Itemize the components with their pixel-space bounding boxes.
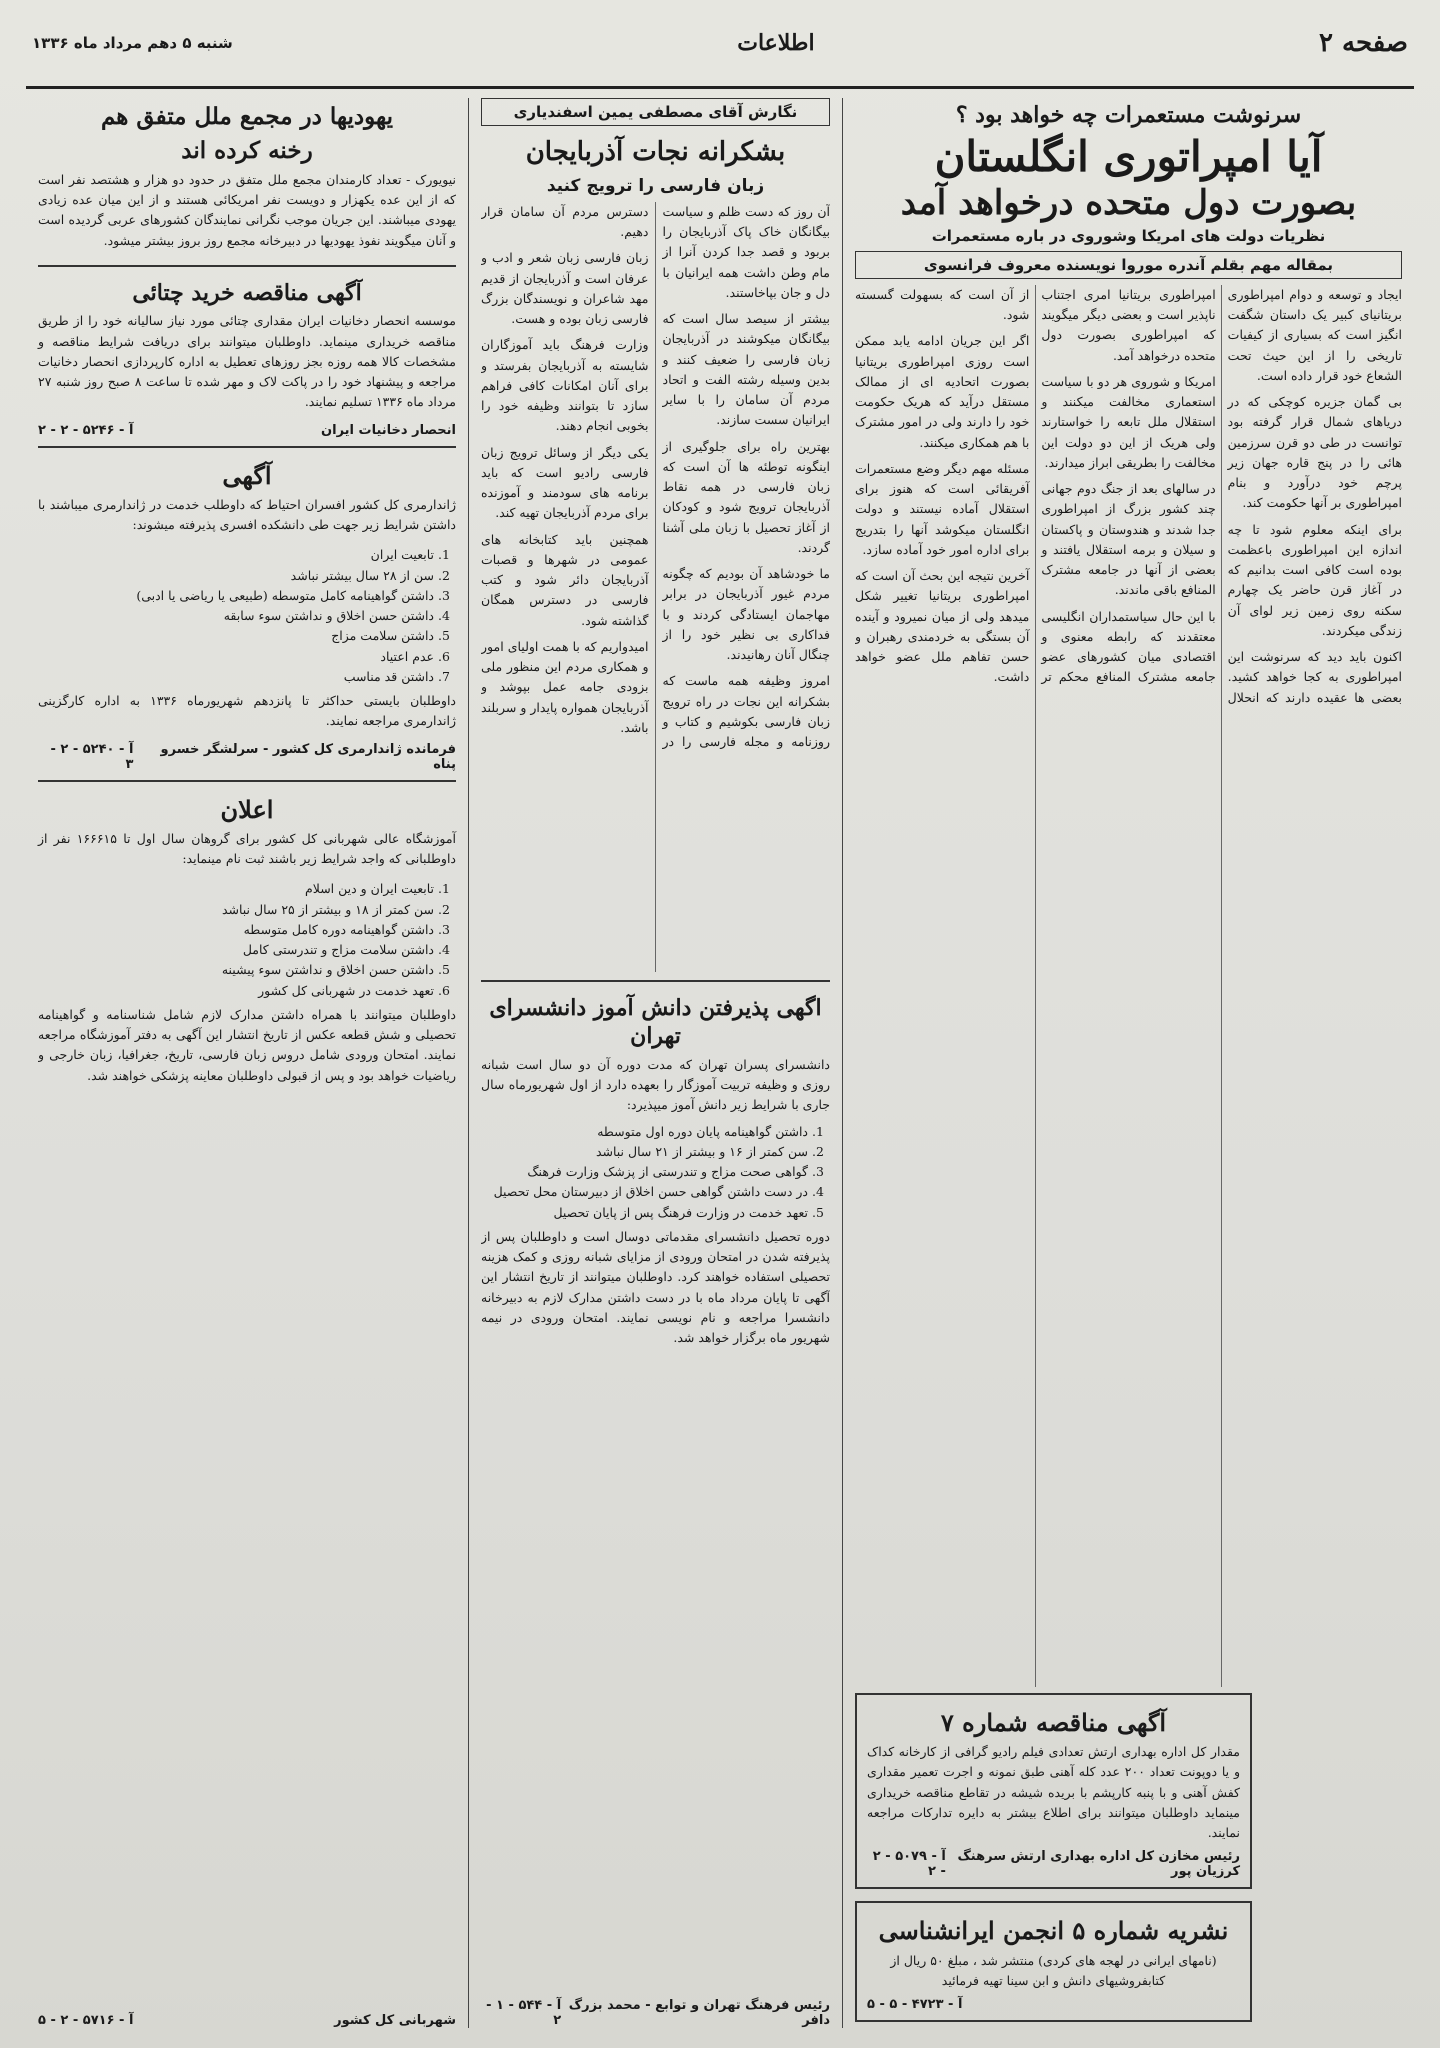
main-article-column	[842, 98, 1414, 2028]
article-paragraph: همچنین باید کتابخانه های عمومی در شهرها و قصبات آذربایجان دائر شود و کتب فارسی در دسترس همگان گذاشته شود.	[481, 531, 649, 628]
tender-ad-text: مقدار کل اداره بهداری ارتش تعدادی فیلم رادیو گرافی از کارخانه کداک و یا دوپونت تعداد ۲۰۰ عدد کله آهنی طبق نمونه و اجرت تعمیر مقداری کفش آهنی و با پنبه کارپشم با بریده شیشه در تقاطع مناقصه خریداری مینماید داوطلبان میتوانند برای اطلاع بیشتر به دایره تدارکات مراجعه نمایند.	[867, 1744, 1241, 1841]
tender-ad-title: آگهی مناقصه شماره ۷	[940, 1707, 1167, 1737]
teacher-college-ad-title: اگهی پذیرفتن دانش آموز دانشسرای تهران	[489, 994, 822, 1050]
police-school-notice-intro: آموزشگاه عالی شهربانی کل کشور برای گروهان سال اول تا ۱۶۶۶۱۵ نفر از داوطلبانی که واجد شرایط زیر باشند ثبت نام مینماید:	[38, 830, 457, 866]
publication-title: نشریه شماره ۵ انجمن ایرانشناسی	[878, 1916, 1229, 1946]
gendarmerie-notice-signature	[38, 742, 456, 772]
article-paragraph: یکی دیگر از وسائل ترویج زبان فارسی رادیو است که باید برنامه های سودمند و آموزنده برای مردم آذربایجان تهیه کند.	[481, 444, 649, 521]
tender-ad-signature	[867, 1849, 1240, 1879]
gendarmerie-notice-signer: فرمانده ژاندارمری کل کشور - سرلشگر خسرو پناه	[160, 741, 456, 772]
requirement-item: 6. عدم اعتیاد	[38, 647, 434, 667]
requirement-item: 2. سن کمتر از ۱۶ و بیشتر از ۲۱ سال نباشد	[481, 1142, 808, 1162]
main-article-headline: آیا امپراتوری انگلستان	[934, 132, 1323, 181]
article-paragraph: امیدواریم که با همت اولیای امور و همکاری مردم این منظور ملی بزودی جامه عمل بپوشد و آذربایجان همواره پایدار و سربلند باشد.	[481, 638, 649, 735]
section-divider	[38, 780, 456, 782]
article-paragraph: در سالهای بعد از جنگ دوم جهانی چند کشور بزرگ از امپراطوری جدا شدند و هندوستان و پاکستان و سیلان و برمه استقلال یافتند و بعضی از آنها در جامعه مشترک المنافع باقی ماندند.	[1041, 481, 1216, 598]
main-article-kicker: سرنوشت مستعمرات چه خواهد بود ؟	[955, 102, 1302, 128]
main-article-subhead: نظریات دولت های امریکا وشوروی در باره مستعمرات	[931, 226, 1326, 245]
chatai-tender-signer: انحصار دخانیات ایران	[321, 422, 456, 438]
tender-ad-code: آ - ۵۰۷۹ - ۲ - ۲	[872, 1849, 946, 1880]
requirement-item: 3. گواهی صحت مزاج و تندرستی از پزشک وزارت فرهنگ	[481, 1162, 808, 1182]
un-news-text: نیویورک - تعداد کارمندان مجمع ملل متفق در حدود دو هزار و هشتصد نفر است که از این عده یکهزار و دویست نفر امریکائی هستند و از این میان عده زیادی یهودی میباشند. این جریان موجب نگرانی نمایندگان کشورهای عربی گردیده است و آنان میگویند نفوذ یهودیها در دبیرخانه مجمع روز بروز بیشتر میشود.	[38, 171, 456, 248]
requirement-item: 7. داشتن قد مناسب	[38, 667, 434, 687]
publication-notice	[855, 1901, 1252, 2022]
un-news-headline: یهودیها در مجمع ملل متفق هم	[100, 103, 394, 130]
tender-ad-7	[855, 1693, 1252, 1889]
requirement-item: 4. داشتن حسن اخلاق و نداشتن سوء سابقه	[38, 606, 434, 626]
article-paragraph: زبان فارسی زبان شعر و ادب و عرفان است و آذربایجان از قدیم مهد شاعران و نویسندگان بزرگ فارسی زبان بوده و هست.	[481, 250, 649, 327]
requirement-item: 3. داشتن گواهینامه کامل متوسطه (طبیعی یا ریاضی یا ادبی)	[38, 586, 434, 606]
publication-signature	[867, 1997, 1240, 2012]
columns-grid	[26, 98, 1414, 2028]
requirement-item: 2. سن از ۲۸ سال بیشتر نباشد	[38, 566, 434, 586]
reporter-credit: نگارش آقای مصطفی یمین اسفندیاری	[481, 98, 830, 126]
requirement-item: 5. داشتن حسن اخلاق و نداشتن سوء پیشینه	[38, 960, 434, 980]
section-divider	[38, 446, 456, 448]
publication-code: آ - ۴۷۲۳ - ۵ - ۵	[867, 1997, 963, 2012]
gendarmerie-requirements	[38, 545, 456, 687]
section-divider	[38, 265, 456, 267]
masthead-bar	[26, 0, 1414, 89]
teacher-college-ad-signature	[481, 1998, 830, 2028]
azerbaijan-article-subhead: زبان فارسی را ترویج کنید	[546, 175, 765, 196]
article-paragraph: ایجاد و توسعه و دوام امپراطوری بریتانیای کبیر یک داستان شگفت انگیز است که بسیاری از کیفیات تاریخی را از این حیث تحت الشعاع خود قرار داده است.	[1227, 286, 1402, 383]
article-paragraph: بهترین راه برای جلوگیری از اینگونه توطئه ها آن است که زبان فارسی در همه نقاط آذربایجان ترویج شود و کودکان از آغاز تحصیل با زبان ملی آشنا گردند.	[662, 438, 830, 555]
teacher-college-ad-text: دوره تحصیل دانشسرای مقدماتی دوسال است و داوطلبان پس از پذیرفته شدن در امتحان ورودی از مزایای شبانه روزی و کمک هزینه تحصیلی استفاده خواهند کرد. داوطلبان میتوانند از تاریخ انتشار این آگهی تا پایان مرداد ماه با در دست داشتن مدارک لازم به دبیرخانه دانشسرا مراجعه و نام نویسی نمایند. امتحان ورودی در نیمه شهریور ماه برگزار خواهد شد.	[481, 1228, 830, 1346]
article-paragraph: آخرین نتیجه این بحث آن است که امپراطوری بریتانیا تغییر شکل میدهد ولی از میان نمیرود و آینده آن بستگی به خردمندی رهبران و حسن تفاهم ملل عضو خواهد داشت.	[855, 568, 1030, 685]
gendarmerie-notice-intro: ژاندارمری کل کشور افسران احتیاط که داوطلب خدمت در ژاندارمری میباشند با داشتن شرایط زیر جهت طی دانشکده افسری پذیرفته میشوند:	[38, 496, 456, 533]
article-paragraph: آن روز که دست ظلم و سیاست بیگانگان خاک پاک آذربایجان را بربود و قصد جدا کردن آنرا از مام وطن داشت همه ایرانیان با دل و جان بپاخاستند.	[662, 203, 830, 300]
requirement-item: 2. سن کمتر از ۱۸ و بیشتر از ۲۵ سال نباشد	[38, 900, 434, 920]
chatai-tender-title: آگهی مناقصه خرید چتائی	[132, 279, 362, 306]
police-school-notice-signer: شهربانی کل کشور	[334, 2013, 456, 2028]
police-school-requirements	[38, 879, 456, 1001]
article-paragraph: اکنون باید دید که سرنوشت این امپراطوری به کجا خواهد کشید. بعضی ها عقیده دارند که انحلال امپراطوری بریتانیا امری اجتناب ناپذیر است و بعضی دیگر میگویند که امپراطوری بصورت دول متحده درخواهد آمد.	[1041, 286, 1402, 705]
section-divider	[481, 980, 830, 982]
gendarmerie-notice-code: آ - ۵۲۴۰ - ۲ - ۳	[50, 741, 134, 772]
police-school-notice-code: آ - ۵۷۱۶ - ۲ - ۵	[38, 2013, 134, 2028]
police-school-notice-body: داوطلبان میتوانند با همراه داشتن مدارک لازم شامل شناسنامه و گواهینامه تحصیلی و شش قطعه عکس از تاریخ انتشار این آگهی به دفتر آموزشگاه مراجعه نمایند. امتحان ورودی شامل دروس زبان فارسی، تاریخ، جغرافیا، زبان خارجی و ریاضیات خواهد بود و پس از قبولی داوطلبان معاینه پزشکی خواهند شد.	[38, 1006, 456, 1083]
article-paragraph: اگر این جریان ادامه یابد ممکن است روزی امپراطوری بریتانیا بصورت اتحادیه ای از ممالک مستقل درآید که هریک حکومت خود را دارند ولی در امور مشترک با هم همکاری میکنند.	[855, 333, 1030, 450]
requirement-item: 1. تابعیت ایران و دین اسلام	[38, 879, 434, 899]
requirement-item: 1. تابعیت ایران	[38, 545, 434, 565]
azerbaijan-article-headline: بشکرانه نجات آذربایجان	[525, 137, 786, 167]
page-number: صفحه ۲	[1319, 28, 1408, 58]
tender-ad-signer: رئیس مخازن کل اداره بهداری ارتش سرهنگ کرزیان پور	[957, 1849, 1240, 1880]
requirement-item: 4. داشتن سلامت مزاج و تندرستی کامل	[38, 940, 434, 960]
un-news-headline-2: رخنه کرده اند	[181, 136, 313, 164]
publication-text: (نامهای ایرانی در لهجه های کردی) منتشر شد ، مبلغ ۵۰ ریال از کتابفروشیهای دانش و ابن سینا تهیه فرمائید	[890, 1952, 1217, 1988]
police-school-notice-signature	[38, 2013, 456, 2028]
middle-column	[468, 98, 842, 2028]
teacher-college-ad-intro: دانشسرای پسران تهران که مدت دوره آن دو سال است شبانه روزی و وظیفه تربیت آموزگار را بعهده دارد از اول شهریورماه سال جاری با شرایط زیر دانش آموز میپذیرد:	[481, 1056, 830, 1113]
gendarmerie-notice-footer: داوطلبان بایستی حداکثر تا پانزدهم شهریورماه ۱۳۳۶ به اداره کارگزینی ژاندارمری مراجعه نمایند.	[38, 693, 456, 729]
newspaper-name: اطلاعات	[737, 30, 815, 56]
main-article-byline: بمقاله مهم بقلم آندره موروا نویسنده معروف فرانسوی	[855, 251, 1402, 279]
article-paragraph: بی گمان جزیره کوچکی که در دریاهای شمال قرار گرفته بود توانست در طی دو قرن سرزمین هائی را در پنج قاره جهان زیر پرچم خود درآورد و بنام امپراطوری بر آنها حکومت کند.	[1227, 394, 1402, 511]
main-article-headline-2: بصورت دول متحده درخواهد آمد	[900, 183, 1357, 224]
article-paragraph: امروز وظیفه همه ماست که بشکرانه این نجات در راه ترویج زبان فارسی بکوشیم و کتاب و روزنامه و مجله فارسی را در دسترس مردم آن سامان قرار دهیم.	[481, 203, 830, 750]
article-paragraph: وزارت فرهنگ باید آموزگاران شایسته به آذربایجان بفرستد و برای آنان امکانات کافی فراهم سازد تا بتوانند وظیفه خود را بخوبی انجام دهند.	[481, 337, 649, 434]
teacher-college-ad-body	[481, 1055, 830, 1994]
requirement-item: 3. داشتن گواهینامه دوره کامل متوسطه	[38, 920, 434, 940]
requirement-item: 4. در دست داشتن گواهی حسن اخلاق از دبیرستان محل تحصیل	[481, 1182, 808, 1202]
article-paragraph: مسئله مهم دیگر وضع مستعمرات آفریقائی است که هنوز برای استقلال آماده نیستند و دولت انگلستان میکوشد آنها را بتدریج برای اداره امور خود آماده سازد.	[855, 460, 1030, 557]
article-paragraph: امریکا و شوروی هر دو با سیاست استعماری مخالفت میکنند و استقلال ملل تابعه را خواستارند ولی هریک از این دو دولت این مخالفت را بطریقی ابراز میدارند.	[1041, 373, 1216, 470]
requirement-item: 5. داشتن سلامت مزاج	[38, 626, 434, 646]
azerbaijan-article-body	[481, 202, 830, 972]
teacher-college-ad-code: آ - ۵۴۴ - ۱ - ۲	[486, 1998, 562, 2028]
chatai-tender-code: آ - ۵۲۴۶ - ۲ - ۲	[38, 422, 134, 438]
issue-date: شنبه ۵ دهم مرداد ماه ۱۳۳۶	[32, 34, 233, 52]
article-paragraph: ما خودشاهد آن بودیم که چگونه مردم غیور آذربایجان در برابر مهاجمان ایستادگی کردند و با فداکاری بی نظیر خود را از چنگال آنان رهانیدند.	[662, 566, 830, 663]
chatai-tender-text: موسسه انحصار دخانیات ایران مقداری چتائی مورد نیاز سالیانه خود را از طریق مناقصه خریداری مینماید. داوطلبان میتوانند برای دریافت شرایط مناقصه و مشخصات کالا همه روزه بجز روزهای تعطیل به اداره کارپردازی انحصار دخانیات مراجعه و پیشنهاد خود را در پاکت لاک و مهر شده تا ساعت ۸ صبح روز شنبه ۲۷ مرداد ماه ۱۳۳۶ تسلیم نمایند.	[38, 313, 456, 410]
article-paragraph: بیشتر از سیصد سال است که بیگانگان میکوشند در آذربایجان زبان فارسی را ضعیف کنند و بدین وسیله رشته الفت و اتحاد مردم آن سامان را با سایر ایرانیان سست سازند.	[662, 311, 830, 428]
requirement-item: 5. تعهد خدمت در وزارت فرهنگ پس از پایان تحصیل	[481, 1203, 808, 1223]
main-article-body	[855, 285, 1402, 1687]
requirement-item: 1. داشتن گواهینامه پایان دوره اول متوسطه	[481, 1122, 808, 1142]
notices-column	[26, 98, 468, 2028]
requirement-item: 6. تعهد خدمت در شهربانی کل کشور	[38, 981, 434, 1001]
gendarmerie-notice-title: آگهی	[222, 460, 272, 490]
article-paragraph: برای اینکه معلوم شود تا چه اندازه این امپراطوری باعظمت بوده است کافی است بدانیم که در آغاز قرن حاضر یک چهارم سکنه روی زمین زیر لوای آن زندگی میکردند.	[1227, 521, 1402, 638]
chatai-tender-signature	[38, 423, 456, 438]
teacher-college-ad-signer: رئیس فرهنگ تهران و توابع - محمد بزرگ دافر	[568, 1998, 830, 2028]
teacher-college-requirements	[481, 1122, 830, 1223]
article-paragraph: با این حال سیاستمداران انگلیسی معتقدند که رابطه معنوی و اقتصادی میان کشورهای عضو جامعه مشترک المنافع محکم تر از آن است که بسهولت گسسته شود.	[855, 286, 1216, 685]
police-school-notice-title: اعلان	[220, 794, 274, 824]
